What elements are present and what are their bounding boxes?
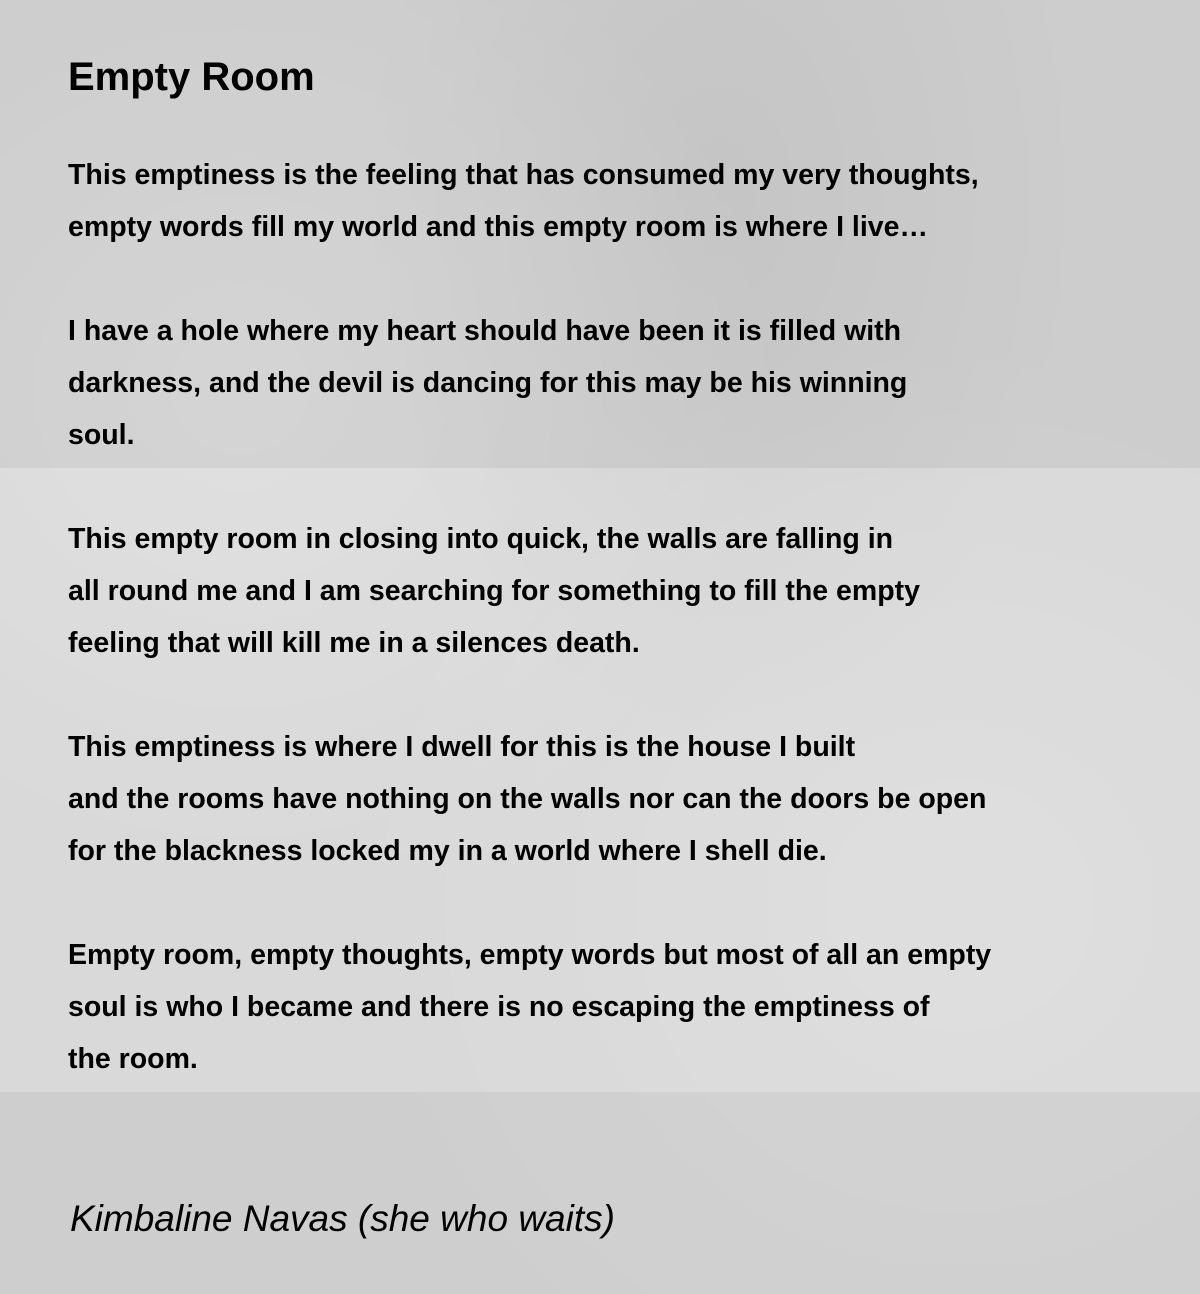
poem-line: the room. [68, 1043, 198, 1075]
poem-line: I have a hole where my heart should have been it is filled with [68, 315, 902, 347]
poem-line: feeling that will kill me in a silences death. [68, 627, 640, 659]
stanza [68, 513, 991, 669]
poem-body [68, 149, 991, 1137]
poem-line: This empty room in closing into quick, the walls are falling in [68, 523, 894, 555]
stanza [68, 929, 991, 1085]
stanza [68, 721, 991, 877]
poem-line: soul is who I became and there is no escaping the emptiness of [68, 991, 930, 1023]
poem-line: darkness, and the devil is dancing for this may be his winning [68, 367, 908, 399]
poem-line: Empty room, empty thoughts, empty words but most of all an empty [68, 939, 992, 971]
poem-line: and the rooms have nothing on the walls nor can the doors be open [68, 783, 987, 815]
poem-title: Empty Room [68, 55, 315, 99]
poem-line: for the blackness locked my in a world where I shell die. [68, 835, 827, 867]
stanza [68, 149, 991, 253]
poem-line: This emptiness is the feeling that has consumed my very thoughts, [68, 159, 979, 191]
poem-line: soul. [68, 419, 135, 451]
poem-line: all round me and I am searching for something to fill the empty [68, 575, 920, 607]
poem-line: empty words fill my world and this empty room is where I live… [68, 211, 928, 243]
poem-author: Kimbaline Navas (she who waits) [70, 1198, 615, 1239]
stanza [68, 305, 991, 461]
poem-line: This emptiness is where I dwell for this is the house I built [68, 731, 856, 763]
